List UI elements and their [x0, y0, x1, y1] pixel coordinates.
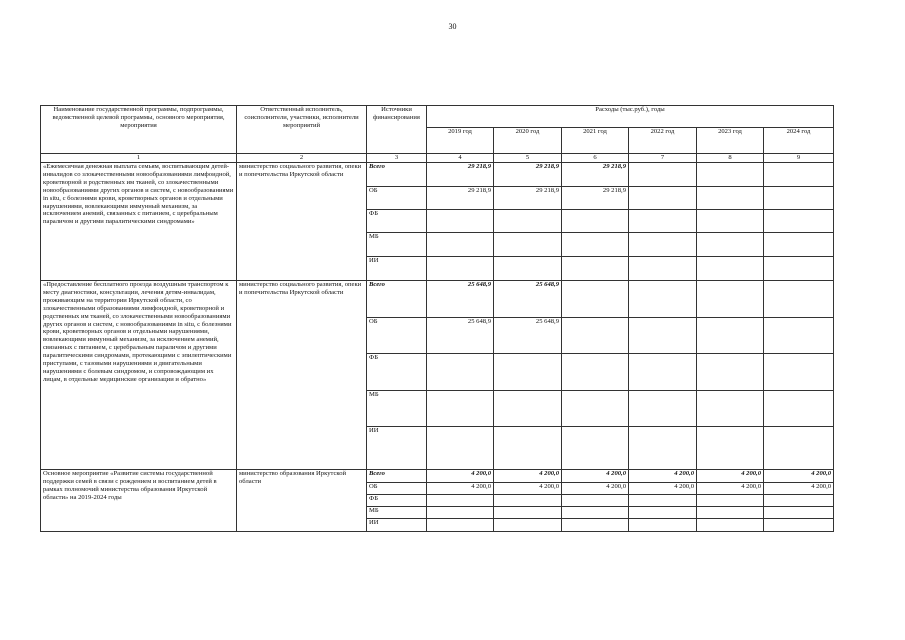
source-label: Всего	[367, 281, 427, 318]
amount-cell	[697, 391, 764, 427]
header-year: 2024 год	[764, 128, 834, 154]
source-label: ИИ	[367, 427, 427, 470]
responsible-executor: министерство социального развития, опеки и попечительства Иркутской области	[237, 281, 367, 470]
amount-cell	[562, 507, 629, 519]
amount-cell	[427, 427, 494, 470]
amount-cell	[629, 495, 697, 507]
amount-cell	[629, 507, 697, 519]
amount-cell: 25 648,9	[494, 281, 562, 318]
header-year: 2021 год	[562, 128, 629, 154]
amount-cell	[697, 354, 764, 391]
column-number-row	[41, 154, 834, 163]
amount-cell	[697, 519, 764, 532]
amount-cell: 4 200,0	[697, 483, 764, 495]
amount-cell	[764, 354, 834, 391]
amount-cell	[697, 257, 764, 281]
column-number: 4	[427, 154, 494, 163]
amount-cell	[427, 519, 494, 532]
amount-cell	[494, 495, 562, 507]
amount-cell: 4 200,0	[427, 470, 494, 483]
source-label: Всего	[367, 163, 427, 187]
amount-cell	[562, 257, 629, 281]
amount-cell	[764, 163, 834, 187]
amount-cell: 29 218,9	[494, 163, 562, 187]
table-row	[41, 163, 834, 187]
amount-cell	[629, 427, 697, 470]
amount-cell: 4 200,0	[494, 483, 562, 495]
amount-cell	[562, 318, 629, 354]
amount-cell	[764, 519, 834, 532]
amount-cell: 29 218,9	[427, 187, 494, 210]
amount-cell	[629, 257, 697, 281]
table-row	[41, 281, 834, 318]
amount-cell	[562, 495, 629, 507]
header-year: 2019 год	[427, 128, 494, 154]
amount-cell	[427, 210, 494, 233]
source-label: ИИ	[367, 519, 427, 532]
column-number: 5	[494, 154, 562, 163]
source-label: ОБ	[367, 483, 427, 495]
measure-name: «Ежемесячная денежная выплата семьям, воспитывающим детей-инвалидов со злокачественными новообразованиями лимфоидной, кроветворной и родственных им тканей, со злокачественными новообразованиями других органов и систем, с новообразованиями in situ, с болезнями крови, кроветворных органов и отдельными нарушениями, вовлекающими иммунный механизм, за исключением анемий, связанных с питанием, с церебральным параличом и другими паралитическими синдромами»	[41, 163, 237, 281]
amount-cell	[697, 233, 764, 257]
amount-cell	[494, 391, 562, 427]
budget-table	[40, 105, 834, 532]
amount-cell	[427, 257, 494, 281]
amount-cell: 25 648,9	[427, 281, 494, 318]
source-label: Всего	[367, 470, 427, 483]
column-number: 3	[367, 154, 427, 163]
source-label: МБ	[367, 391, 427, 427]
amount-cell	[427, 233, 494, 257]
amount-cell	[494, 427, 562, 470]
amount-cell	[764, 233, 834, 257]
amount-cell: 4 200,0	[629, 483, 697, 495]
amount-cell	[629, 391, 697, 427]
amount-cell	[764, 281, 834, 318]
amount-cell	[427, 354, 494, 391]
amount-cell	[764, 427, 834, 470]
amount-cell	[697, 427, 764, 470]
amount-cell	[629, 233, 697, 257]
column-number: 2	[237, 154, 367, 163]
amount-cell	[764, 257, 834, 281]
amount-cell	[764, 391, 834, 427]
column-number: 9	[764, 154, 834, 163]
header-year: 2023 год	[697, 128, 764, 154]
amount-cell	[697, 163, 764, 187]
source-label: МБ	[367, 507, 427, 519]
amount-cell	[562, 233, 629, 257]
amount-cell: 4 200,0	[764, 470, 834, 483]
amount-cell	[764, 507, 834, 519]
measure-name: «Предоставление бесплатного проезда воздушным транспортом к месту диагностики, консультации, лечения детям-инвалидам, проживающим на территории Иркутской области, со злокачественными образованиями лимфоидной, кроветворной и родственных им тканей, со злокачественными новообразованиями других органов и систем, с новообразованиями in situ, с болезнями крови, кроветворных органов и отдельными нарушениями, вовлекающими иммунный механизм, за исключением анемий, связанных с питанием, с церебральным параличом и другими паралитическими синдромами, протекающими с эпилептическими приступами, с тазовыми нарушениями и двигательными нарушениями с болевым синдромом, и сопровождающим их лицам, в отдельные медицинские организации и обратно»	[41, 281, 237, 470]
amount-cell	[697, 281, 764, 318]
amount-cell	[562, 519, 629, 532]
table-row	[41, 470, 834, 483]
amount-cell	[427, 495, 494, 507]
amount-cell	[629, 354, 697, 391]
amount-cell	[629, 163, 697, 187]
page-number: 30	[448, 22, 457, 31]
amount-cell	[629, 187, 697, 210]
column-number: 7	[629, 154, 697, 163]
amount-cell: 29 218,9	[427, 163, 494, 187]
column-number: 1	[41, 154, 237, 163]
header-expenses: Расходы (тыс.руб.), годы	[427, 106, 834, 128]
source-label: ФБ	[367, 495, 427, 507]
amount-cell: 29 218,9	[562, 187, 629, 210]
amount-cell: 4 200,0	[562, 483, 629, 495]
amount-cell	[697, 318, 764, 354]
header-name: Наименование государственной программы, подпрограммы, ведомственной целевой программы, основного мероприятия, мероприятия	[41, 106, 237, 154]
amount-cell	[697, 495, 764, 507]
header-sources: Источники финансирования	[367, 106, 427, 154]
responsible-executor: министерство образования Иркутской области	[237, 470, 367, 532]
amount-cell	[697, 210, 764, 233]
responsible-executor: министерство социального развития, опеки и попечительства Иркутской области	[237, 163, 367, 281]
source-label: ИИ	[367, 257, 427, 281]
amount-cell	[562, 281, 629, 318]
measure-name: Основное мероприятие «Развитие системы государственной поддержки семей в связи с рождением и воспитанием детей в рамках полномочий министерства образования Иркутской области» на 2019-2024 годы	[41, 470, 237, 532]
amount-cell	[697, 187, 764, 210]
amount-cell	[764, 495, 834, 507]
source-label: ФБ	[367, 210, 427, 233]
header-year: 2020 год	[494, 128, 562, 154]
amount-cell: 25 648,9	[494, 318, 562, 354]
amount-cell	[494, 257, 562, 281]
amount-cell	[494, 519, 562, 532]
amount-cell: 4 200,0	[427, 483, 494, 495]
amount-cell	[562, 427, 629, 470]
amount-cell	[764, 187, 834, 210]
amount-cell	[494, 233, 562, 257]
amount-cell	[629, 519, 697, 532]
amount-cell	[764, 318, 834, 354]
amount-cell: 29 218,9	[562, 163, 629, 187]
amount-cell: 4 200,0	[764, 483, 834, 495]
amount-cell	[697, 507, 764, 519]
amount-cell	[562, 210, 629, 233]
amount-cell: 25 648,9	[427, 318, 494, 354]
amount-cell: 4 200,0	[494, 470, 562, 483]
amount-cell	[629, 210, 697, 233]
source-label: МБ	[367, 233, 427, 257]
amount-cell	[494, 210, 562, 233]
amount-cell	[629, 281, 697, 318]
column-number: 8	[697, 154, 764, 163]
amount-cell: 4 200,0	[562, 470, 629, 483]
amount-cell	[562, 391, 629, 427]
amount-cell	[562, 354, 629, 391]
amount-cell: 29 218,9	[494, 187, 562, 210]
header-responsible: Ответственный исполнитель, соисполнители, участники, исполнители мероприятий	[237, 106, 367, 154]
amount-cell	[494, 507, 562, 519]
source-label: ФБ	[367, 354, 427, 391]
source-label: ОБ	[367, 318, 427, 354]
amount-cell	[494, 354, 562, 391]
amount-cell	[764, 210, 834, 233]
amount-cell: 4 200,0	[697, 470, 764, 483]
amount-cell	[427, 507, 494, 519]
amount-cell	[629, 318, 697, 354]
source-label: ОБ	[367, 187, 427, 210]
column-number: 6	[562, 154, 629, 163]
header-year: 2022 год	[629, 128, 697, 154]
amount-cell	[427, 391, 494, 427]
amount-cell: 4 200,0	[629, 470, 697, 483]
